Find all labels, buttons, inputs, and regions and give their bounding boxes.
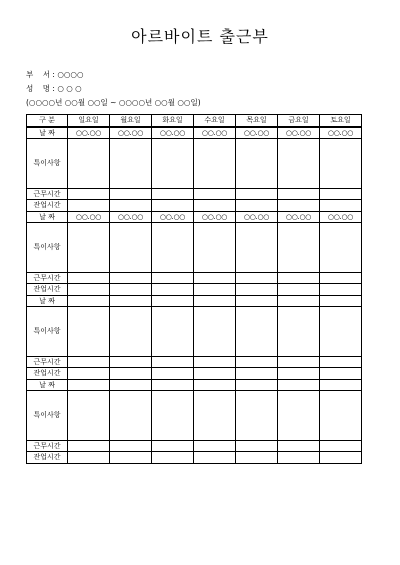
date-cell — [110, 295, 152, 307]
date-cell — [236, 379, 278, 391]
work-hours-cell — [68, 188, 110, 200]
date-cell — [236, 295, 278, 307]
note-cell — [278, 307, 320, 357]
work-hours-label: 근무시간 — [27, 188, 68, 200]
overtime-cell — [68, 200, 110, 212]
work-hours-cell — [152, 188, 194, 200]
overtime-cell — [68, 284, 110, 296]
overtime-cell — [278, 284, 320, 296]
overtime-cell — [194, 368, 236, 380]
date-cell — [68, 295, 110, 307]
note-cell — [236, 139, 278, 189]
date-cell — [278, 295, 320, 307]
overtime-cell — [194, 452, 236, 464]
work-hours-cell — [320, 440, 362, 452]
date-cell — [68, 379, 110, 391]
work-hours-cell — [110, 356, 152, 368]
work-hours-row — [27, 272, 362, 284]
date-cell — [278, 379, 320, 391]
overtime-row — [27, 368, 362, 380]
date-row — [27, 211, 362, 223]
note-cell — [278, 223, 320, 273]
date-cell: ○○.○○ — [194, 127, 236, 139]
overtime-cell — [236, 368, 278, 380]
overtime-row — [27, 200, 362, 212]
date-cell — [194, 379, 236, 391]
date-cell: ○○.○○ — [320, 127, 362, 139]
note-cell — [110, 223, 152, 273]
work-hours-cell — [278, 356, 320, 368]
date-cell: ○○.○○ — [194, 211, 236, 223]
overtime-cell — [236, 200, 278, 212]
work-hours-cell — [236, 272, 278, 284]
note-row — [27, 223, 362, 273]
note-cell — [320, 139, 362, 189]
work-hours-cell — [110, 272, 152, 284]
note-cell — [320, 391, 362, 441]
date-row-label: 날 짜 — [27, 379, 68, 391]
work-hours-label: 근무시간 — [27, 356, 68, 368]
note-cell — [236, 223, 278, 273]
note-row-label: 특이사항 — [27, 307, 68, 357]
work-hours-row — [27, 440, 362, 452]
date-cell: ○○.○○ — [236, 211, 278, 223]
date-cell — [152, 379, 194, 391]
overtime-cell — [320, 368, 362, 380]
header-label: 구 분 — [27, 115, 68, 127]
note-cell — [320, 307, 362, 357]
work-hours-cell — [320, 188, 362, 200]
overtime-cell — [110, 452, 152, 464]
note-cell — [278, 391, 320, 441]
day-header: 토요일 — [320, 115, 362, 127]
overtime-cell — [236, 452, 278, 464]
work-hours-cell — [320, 356, 362, 368]
day-header: 목요일 — [236, 115, 278, 127]
period-line: (○○○○년 ○○월 ○○일 ~ ○○○○년 ○○월 ○○일) — [26, 98, 201, 107]
overtime-label: 잔업시간 — [27, 368, 68, 380]
work-hours-label: 근무시간 — [27, 440, 68, 452]
overtime-cell — [68, 368, 110, 380]
overtime-cell — [320, 452, 362, 464]
date-cell: ○○.○○ — [68, 211, 110, 223]
overtime-cell — [152, 452, 194, 464]
date-row — [27, 127, 362, 139]
header-row — [27, 115, 362, 127]
work-hours-cell — [194, 188, 236, 200]
work-hours-cell — [68, 356, 110, 368]
date-cell: ○○.○○ — [110, 211, 152, 223]
note-cell — [236, 307, 278, 357]
note-cell — [194, 307, 236, 357]
overtime-label: 잔업시간 — [27, 452, 68, 464]
overtime-cell — [68, 452, 110, 464]
date-cell: ○○.○○ — [152, 211, 194, 223]
note-cell — [68, 223, 110, 273]
date-cell: ○○.○○ — [320, 211, 362, 223]
note-cell — [194, 391, 236, 441]
overtime-row — [27, 284, 362, 296]
day-header: 월요일 — [110, 115, 152, 127]
overtime-cell — [152, 284, 194, 296]
note-cell — [68, 391, 110, 441]
overtime-cell — [278, 200, 320, 212]
work-hours-cell — [152, 272, 194, 284]
department-line: 부 서 : ○○○○ — [26, 70, 84, 79]
note-cell — [320, 223, 362, 273]
overtime-cell — [110, 284, 152, 296]
work-hours-cell — [278, 188, 320, 200]
work-hours-cell — [110, 440, 152, 452]
work-hours-cell — [236, 188, 278, 200]
page-title: 아르바이트 출근부 — [131, 27, 269, 46]
date-cell — [320, 295, 362, 307]
day-header: 일요일 — [68, 115, 110, 127]
work-hours-row — [27, 188, 362, 200]
day-header: 수요일 — [194, 115, 236, 127]
work-hours-cell — [194, 356, 236, 368]
overtime-cell — [194, 200, 236, 212]
date-cell — [110, 379, 152, 391]
overtime-cell — [110, 368, 152, 380]
overtime-cell — [320, 284, 362, 296]
date-cell: ○○.○○ — [278, 211, 320, 223]
date-row-label: 날 짜 — [27, 127, 68, 139]
day-header: 화요일 — [152, 115, 194, 127]
overtime-cell — [320, 200, 362, 212]
note-row — [27, 139, 362, 189]
overtime-cell — [194, 284, 236, 296]
work-hours-cell — [68, 440, 110, 452]
note-row-label: 특이사항 — [27, 139, 68, 189]
work-hours-cell — [194, 272, 236, 284]
work-hours-cell — [68, 272, 110, 284]
note-cell — [236, 391, 278, 441]
date-cell — [152, 295, 194, 307]
note-cell — [110, 307, 152, 357]
note-cell — [152, 139, 194, 189]
date-row-label: 날 짜 — [27, 295, 68, 307]
work-hours-cell — [236, 356, 278, 368]
note-row-label: 특이사항 — [27, 223, 68, 273]
date-cell: ○○.○○ — [278, 127, 320, 139]
overtime-cell — [278, 452, 320, 464]
date-cell: ○○.○○ — [236, 127, 278, 139]
note-cell — [110, 391, 152, 441]
work-hours-cell — [278, 440, 320, 452]
work-hours-cell — [278, 272, 320, 284]
overtime-label: 잔업시간 — [27, 200, 68, 212]
work-hours-cell — [152, 440, 194, 452]
note-row — [27, 307, 362, 357]
overtime-cell — [110, 200, 152, 212]
note-cell — [68, 139, 110, 189]
note-cell — [194, 139, 236, 189]
attendance-table — [26, 114, 362, 464]
date-row — [27, 295, 362, 307]
note-row-label: 특이사항 — [27, 391, 68, 441]
work-hours-cell — [194, 440, 236, 452]
date-cell: ○○.○○ — [152, 127, 194, 139]
date-cell: ○○.○○ — [110, 127, 152, 139]
overtime-cell — [152, 200, 194, 212]
date-cell — [194, 295, 236, 307]
overtime-row — [27, 452, 362, 464]
date-cell — [320, 379, 362, 391]
note-cell — [152, 307, 194, 357]
work-hours-label: 근무시간 — [27, 272, 68, 284]
name-line: 성 명 : ○ ○ ○ — [26, 84, 82, 93]
note-cell — [278, 139, 320, 189]
work-hours-cell — [152, 356, 194, 368]
date-row — [27, 379, 362, 391]
work-hours-cell — [236, 440, 278, 452]
overtime-cell — [278, 368, 320, 380]
note-cell — [194, 223, 236, 273]
date-row-label: 날 짜 — [27, 211, 68, 223]
note-cell — [152, 391, 194, 441]
date-cell: ○○.○○ — [68, 127, 110, 139]
overtime-cell — [152, 368, 194, 380]
work-hours-row — [27, 356, 362, 368]
overtime-label: 잔업시간 — [27, 284, 68, 296]
note-cell — [110, 139, 152, 189]
note-cell — [68, 307, 110, 357]
note-cell — [152, 223, 194, 273]
day-header: 금요일 — [278, 115, 320, 127]
attendance-table-body — [27, 115, 362, 464]
note-row — [27, 391, 362, 441]
work-hours-cell — [320, 272, 362, 284]
overtime-cell — [236, 284, 278, 296]
work-hours-cell — [110, 188, 152, 200]
